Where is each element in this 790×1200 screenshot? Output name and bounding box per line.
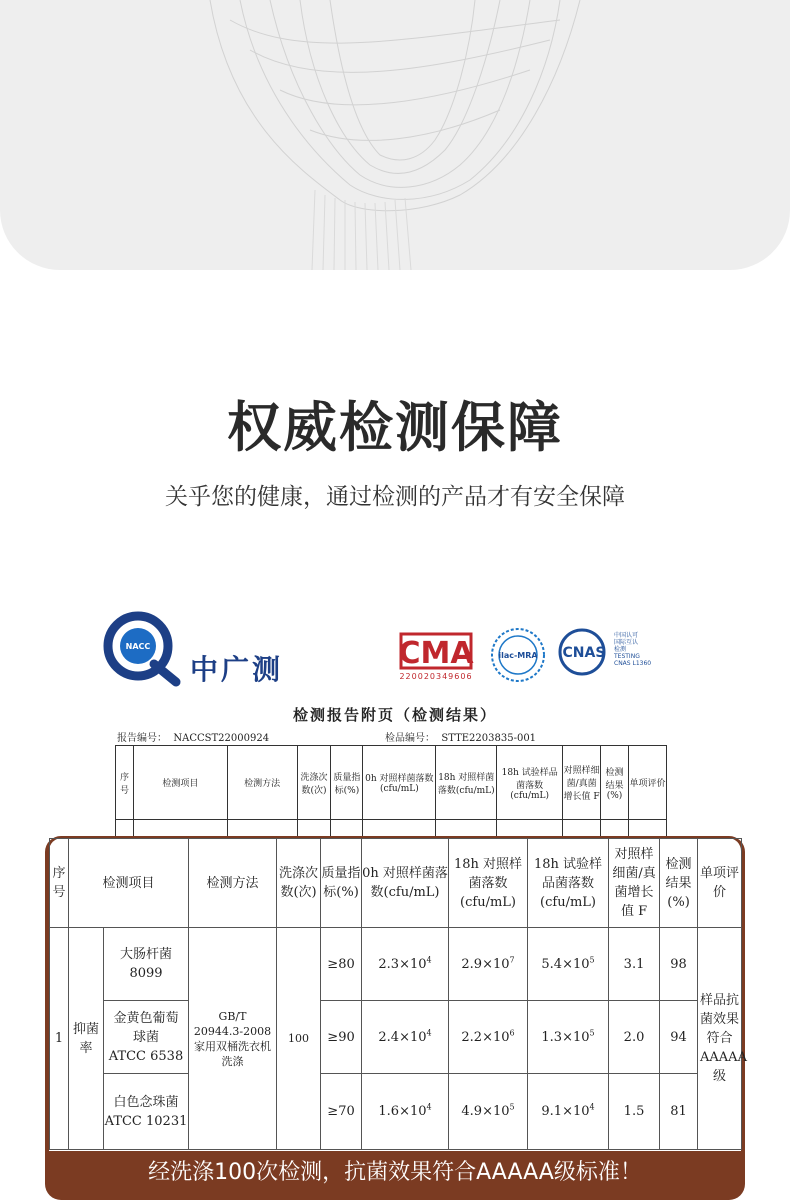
hero-banner bbox=[0, 0, 790, 270]
count-18h-sample-cell: $5.4\times 10^5$ bbox=[528, 928, 609, 1001]
quality-cell: ≥90 bbox=[321, 1001, 362, 1074]
quality-cell: ≥80 bbox=[321, 928, 362, 1001]
cma-text: CMA bbox=[398, 636, 474, 671]
conclusion-banner: 经洗涤100次检测，抗菌效果符合AAAAA级标准！ bbox=[148, 1160, 642, 1185]
table-row bbox=[50, 928, 742, 1001]
growth-cell: 3.1 bbox=[609, 928, 660, 1001]
header-18h-sample: 18h 试验样品菌落数(cfu/mL) bbox=[528, 839, 609, 928]
ilac-mra-logo-icon bbox=[490, 627, 546, 683]
item-name-cell: 白色念珠菌 ATCC 10231 bbox=[104, 1074, 189, 1150]
table-row bbox=[50, 1001, 742, 1074]
count-0h-cell: $2.3\times 10^4$ bbox=[362, 928, 449, 1001]
cnas-logo-icon bbox=[556, 628, 614, 676]
header-evaluation: 单项评价 bbox=[698, 839, 742, 928]
count-0h-cell: $1.6\times 10^4$ bbox=[362, 1074, 449, 1150]
growth-cell: 1.5 bbox=[609, 1074, 660, 1150]
growth-cell: 2.0 bbox=[609, 1001, 660, 1074]
ilac-text: ilac-MRA bbox=[498, 651, 538, 660]
table-row bbox=[50, 1074, 742, 1150]
count-18h-control-cell: $2.2\times 10^6$ bbox=[449, 1001, 528, 1074]
nacc-logo-icon bbox=[102, 612, 182, 684]
quality-cell: ≥70 bbox=[321, 1074, 362, 1150]
result-cell: 98 bbox=[660, 928, 698, 1001]
results-table-panel bbox=[49, 838, 747, 1151]
header-quality: 质量指标(%) bbox=[321, 839, 362, 928]
brand-name: 中广测 bbox=[190, 653, 284, 686]
count-18h-control-cell: $2.9\times 10^7$ bbox=[449, 928, 528, 1001]
original-report-table: 序号 检测项目 检测方法 洗涤次数(次) 质量指标(%) 0h 对照样菌落数(cfu/mL) 18h 对照样菌落数(cfu/mL) 18h 试验样品菌落数(cfu/mL) 对照样细菌/真菌增长值 F 检测结果(%) 单项评价 bbox=[115, 745, 667, 842]
item-name-cell: 金黄色葡萄 球菌 ATCC 6538 bbox=[104, 1001, 189, 1074]
category-cell: 抑菌率 bbox=[69, 928, 104, 1150]
header-seq: 序号 bbox=[50, 839, 69, 928]
washes-cell: 100 bbox=[277, 928, 321, 1150]
header-18h-control: 18h 对照样菌落数(cfu/mL) bbox=[449, 839, 528, 928]
result-cell: 94 bbox=[660, 1001, 698, 1074]
decorative-threads-illustration bbox=[0, 0, 790, 270]
header-item: 检测项目 bbox=[69, 839, 189, 928]
item-name-cell: 大肠杆菌 8099 bbox=[104, 928, 189, 1001]
report-heading: 检测报告附页（检测结果） bbox=[292, 706, 497, 724]
cma-number: 220020349606 bbox=[399, 672, 473, 681]
results-card bbox=[45, 836, 745, 1200]
header-method: 检测方法 bbox=[189, 839, 277, 928]
cnas-text: CNAS bbox=[562, 645, 606, 661]
report-number: 报告编号： NACCST22000924 bbox=[117, 733, 270, 744]
seq-cell: 1 bbox=[50, 928, 69, 1150]
count-0h-cell: $2.4\times 10^4$ bbox=[362, 1001, 449, 1074]
table-header-row bbox=[50, 839, 742, 928]
method-cell: GB/T 20944.3-2008 家用双桶洗衣机 洗涤 bbox=[189, 928, 277, 1150]
count-18h-control-cell: $4.9\times 10^5$ bbox=[449, 1074, 528, 1150]
header-washes: 洗涤次数(次) bbox=[277, 839, 321, 928]
page-subtitle: 关乎您的健康，通过检测的产品才有安全保障 bbox=[165, 484, 625, 510]
header-result: 检测结果(%) bbox=[660, 839, 698, 928]
sample-number: 检品编号： STTE2203835-001 bbox=[385, 733, 537, 744]
results-table bbox=[49, 838, 747, 1150]
count-18h-sample-cell: $9.1\times 10^4$ bbox=[528, 1074, 609, 1150]
result-cell: 81 bbox=[660, 1074, 698, 1150]
nacc-badge-text: NACC bbox=[125, 642, 151, 651]
evaluation-cell: 样品抗菌效果符合AAAAA级 bbox=[698, 928, 742, 1150]
page-title: 权威检测保障 bbox=[227, 396, 563, 459]
cnas-caption: 中国认可 国际互认 检测 TESTING CNAS L1360 bbox=[614, 632, 652, 667]
count-18h-sample-cell: $1.3\times 10^5$ bbox=[528, 1001, 609, 1074]
header-0h: 0h 对照样菌落数(cfu/mL) bbox=[362, 839, 449, 928]
header-growth: 对照样细菌/真菌增长值 F bbox=[609, 839, 660, 928]
